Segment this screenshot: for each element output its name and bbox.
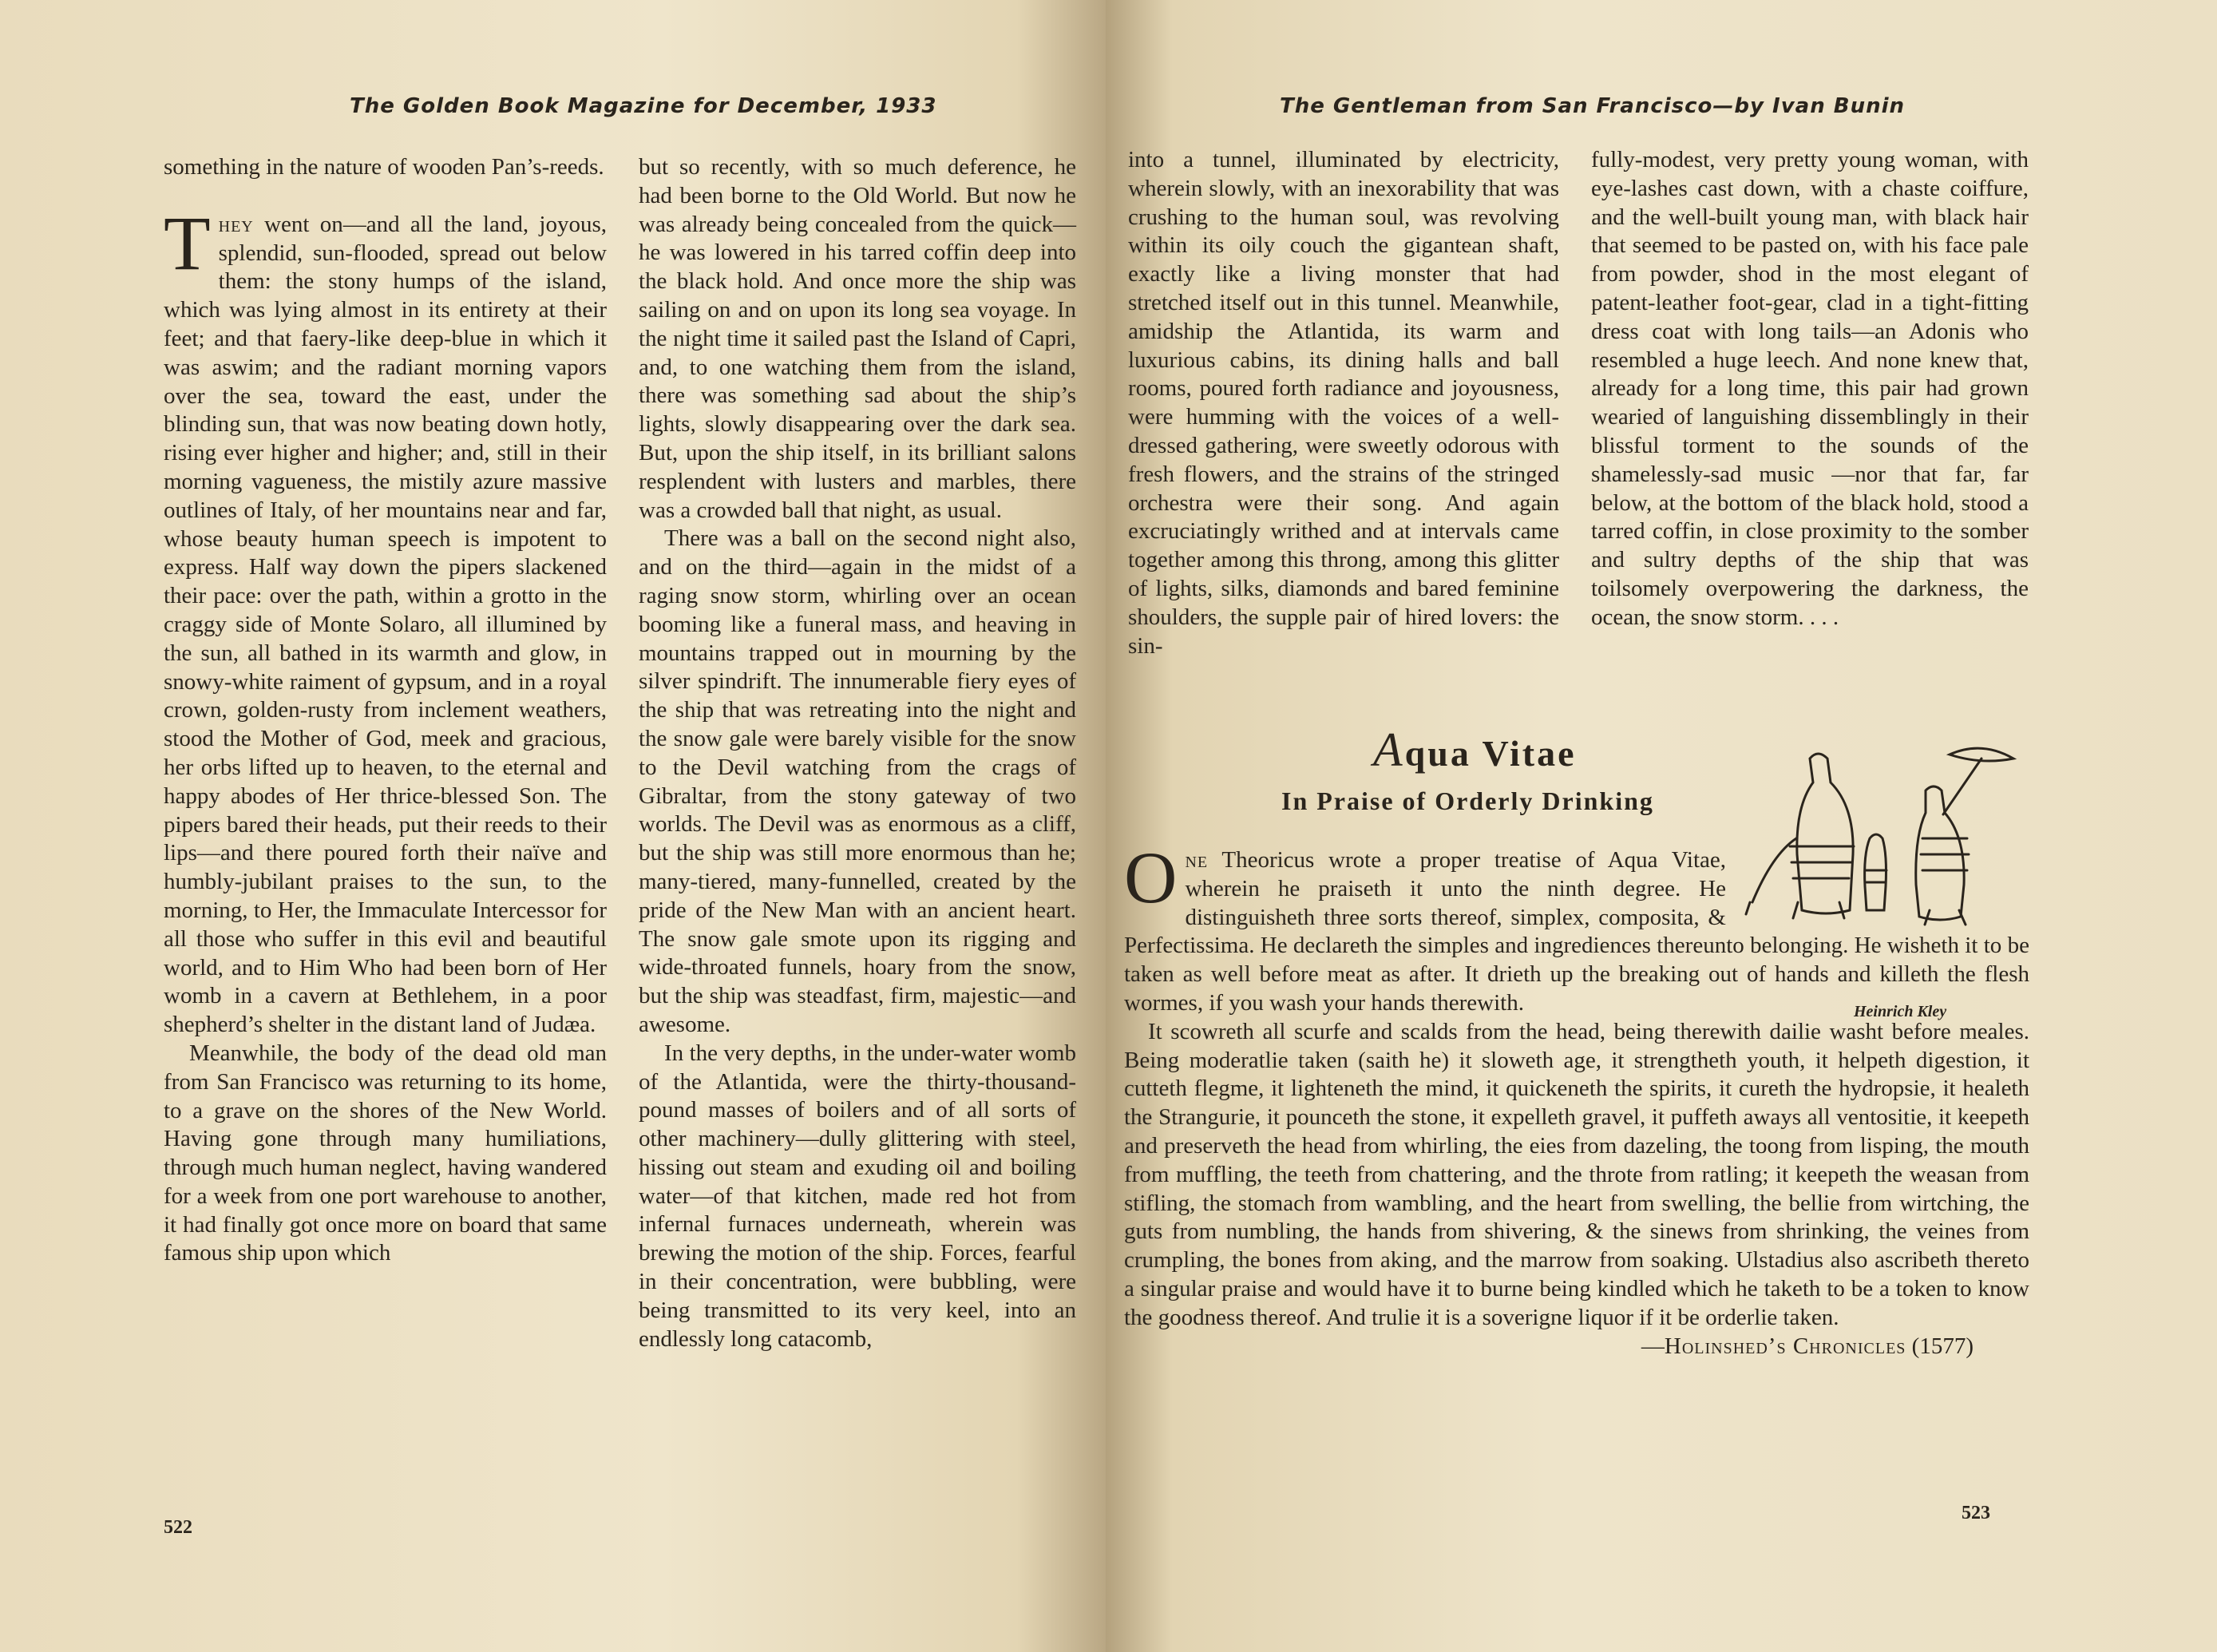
paragraph: but so recently, with so much deference, he had been borne to the Old World. But now he was already being concealed from the quick—he was lowered in his tarred coffin deep into the black hold. And once more the ship was sailing on and on upon its long sea voyage. In the night time it sailed past the Island of Capri, and, to one watching them from the island, there was something sad about the ship’s lights, slowly disappearing over the dark sea. But, upon the ship itself, in its brilliant salons resplendent with lusters and marbles, there was a crowded ball that night, as usual. xyxy=(639,154,1076,523)
left-page xyxy=(0,0,1106,1652)
paragraph: something in the nature of wooden Pan’s-reeds. xyxy=(164,154,604,180)
paragraph-text: went on—and all the land, joyous, splendid, sun-flooded, spread out below them: the stony humps of the island, which was lying almost in its entirety at their feet; and that faery-like deep-blue in which it was aswim; and the radiant morning vapors over the sea, toward the east, under the blinding sun, that was now beating down hotly, rising ever higher and higher; and, still in their morning vagueness, the mistily azure massive outlines of Italy, of her mountains near and far, whose beauty human speech is impotent to express. Half way down the pipers slackened their pace: over the path, within a grotto in the craggy side of Monte Solaro, all illumined by the sun, all bathed in its warmth and glow, in snowy-white raiment of gypsum, and in a royal crown, golden-rusty from inclement weathers, stood the Mother of God, meek and gracious, her orbs lifted up to heaven, to the eternal and happy abodes of Her thrice-blessed Son. The pipers bared their heads, put their reeds to their lips—and there poured forth their naïve and humbly-jubilant praises to the sun, to the morning, to Her, the Immaculate Intercessor for all those who suffer in this evil and beautiful world, and to Him Who had been born of Her womb in a cavern at Bethlehem, in a poor shepherd’s shelter in the distant land of Judæa. xyxy=(164,211,608,1038)
right-column-1 xyxy=(1128,146,1559,660)
kley-drawing-icon xyxy=(1734,743,2037,926)
paragraph: Meanwhile, the body of the dead old man from San Francisco was returning to its home, to a grave on the shores of the New World. Having gone through many humiliations, through much human neglect, having wandered for a week from one port warehouse to another, it had finally got once more on board that same famous ship upon which xyxy=(164,1040,607,1266)
paragraph: into a tunnel, illuminated by electricity, wherein slowly, with an inexorability that was crushing to the human soul, was revolving within its oily couch the gigantean shaft, exactly like a living monster that had stretched itself out in this tunnel. Meanwhile, amidship the Atlantida, its warm and luxurious cabins, its dining halls and ball rooms, poured forth radiance and joyousness, were humming with the voices of a well-dressed gathering, were sweetly odorous with fresh flowers, and the strains of the stringed orchestra were their song. And again excruciatingly writhed and at intervals came together among this throng, among this glitter of lights, silks, diamonds and bared feminine shoulders, the supple pair of hired lovers: the sin- xyxy=(1128,147,1559,659)
paragraph: fully-modest, very pretty young woman, with eye-lashes cast down, with a chaste coiffure, and the well-built young man, with black hair that seemed to be pasted on, with his face pale from powder, shod in the most elegant of patent-leather foot-gear, clad in a tight-fitting dress coat with long tails—an Adonis who resembled a huge leech. And none knew that, already for a long time, this pair had grown wearied of languishing dissemblingly in their blissful torment to the sounds of the shamelessly-sad music —nor that far, far below, at the bottom of the black hold, stood a tarred coffin, in close proximity to the somber and sultry depths of the ship that was toilsomely overpowering the darkness, the ocean, the snow storm. . . . xyxy=(1591,147,2029,630)
small-caps-lead: ne xyxy=(1185,847,1209,873)
drop-cap: T xyxy=(164,200,211,286)
paragraph: It scowreth all scurfe and scalds from the head, being therewith dailie washt before meales. Being moderatlie taken (saith he) it sloweth age, it strengtheth youth, it helpeth digestion, it cutteth flegme, it lighteneth the mind, it quickeneth the spirits, it cureth the hydropsie, it healeth the Strangurie, it pounceth the stone, it expelleth gravel, it puffeth aways all ventositie, it keepeth and preserveth the head from whirling, the eies from dazeling, the toong from lisping, the mouth from muffling, the teeth from chattering, and the throte from ratling; it keepeth the weasan from stifling, the stomach from wambling, and the heart from swelling, the bellie from wirtching, the guts from numbling, the hands from shivering, & the sinews from shrinking, the veines from crumpling, the bones from aking, and the marrow from soaking. Ulstadius also ascribeth thereto a singular praise and would have it to burne being kindled which he taketh to be a token to know the goodness thereof. And trulie it is a soverigne liquor if it be orderlie taken. xyxy=(1124,1018,2029,1330)
aqua-vitae-body xyxy=(1124,837,2029,1361)
attribution-year: (1577) xyxy=(1911,1333,1974,1359)
title-swash-letter: A xyxy=(1373,723,1405,776)
attribution-source: Holinshed’s Chronicles xyxy=(1664,1333,1906,1359)
illustration-credit: Heinrich Kley xyxy=(1854,1003,1947,1020)
attribution xyxy=(1124,1333,2029,1361)
section-subtitle: In Praise of Orderly Drinking xyxy=(1281,786,1654,815)
paragraph: There was a ball on the second night also, and on the third—again in the midst of a raging snow storm, whirling over an ocean booming like a funeral mass, and heaving in mountains trapped out in mourning by the silver spindrift. The innumerable fiery eyes of the ship that was retreating into the night and the snow gale were barely visible for the snow to the Devil watching from the crags of Gibraltar, from the stony gateway of two worlds. The Devil was as enormous as a cliff, but the ship was still more enormous than he; many-tiered, many-funnelled, created by the pride of the New Man with an ancient heart. The snow gale smote upon its rigging and wide-throated funnels, hoary from the snow, but the ship was steadfast, firm, majestic—and awesome. xyxy=(639,525,1076,1037)
attribution-dash: — xyxy=(1641,1333,1665,1359)
running-head-left: The Golden Book Magazine for December, 1933 xyxy=(350,94,937,118)
drop-cap: O xyxy=(1124,837,1178,918)
right-column-2 xyxy=(1591,146,2029,632)
left-column-1 xyxy=(164,153,607,1268)
paragraph: In the very depths, in the under-water womb of the Atlantida, were the thirty-thousand-pound masses of boilers and of all sorts of other machinery—dully glittering with steel, hissing out steam and exuding oil and boiling water—of that kitchen, made red hot from infernal furnaces underneath, wherein was brewing the motion of the ship. Forces, fearful in their concentration, were bubbling, were being transmitted to its very keel, into an endlessly long catacomb, xyxy=(639,1040,1076,1352)
small-caps-lead: hey xyxy=(218,211,254,237)
right-page xyxy=(1106,0,2217,1652)
page-number-left: 522 xyxy=(164,1517,192,1538)
page-number-right: 523 xyxy=(1962,1503,1990,1523)
title-text: qua Vitae xyxy=(1404,733,1577,774)
paragraph-dropcap xyxy=(164,200,608,1040)
illustration xyxy=(1734,743,2037,926)
paragraph-text: Theoricus wrote a proper treatise of Aqua Vitae, wherein he praiseth it unto the ninth degree. He distinguisheth three sorts thereof, simplex, composita, & Perfectissima. He declareth the simples and ingrediences thereunto belonging. He wisheth it to be taken as well before meat as after. It drieth up the breaking out of hands and killeth the flesh wormes, if you wash your hands therewith. xyxy=(1124,847,2029,1016)
running-head-right: The Gentleman from San Francisco—by Ivan Bunin xyxy=(1280,94,1906,118)
section-title xyxy=(1373,723,1577,778)
left-column-2 xyxy=(639,153,1076,1353)
